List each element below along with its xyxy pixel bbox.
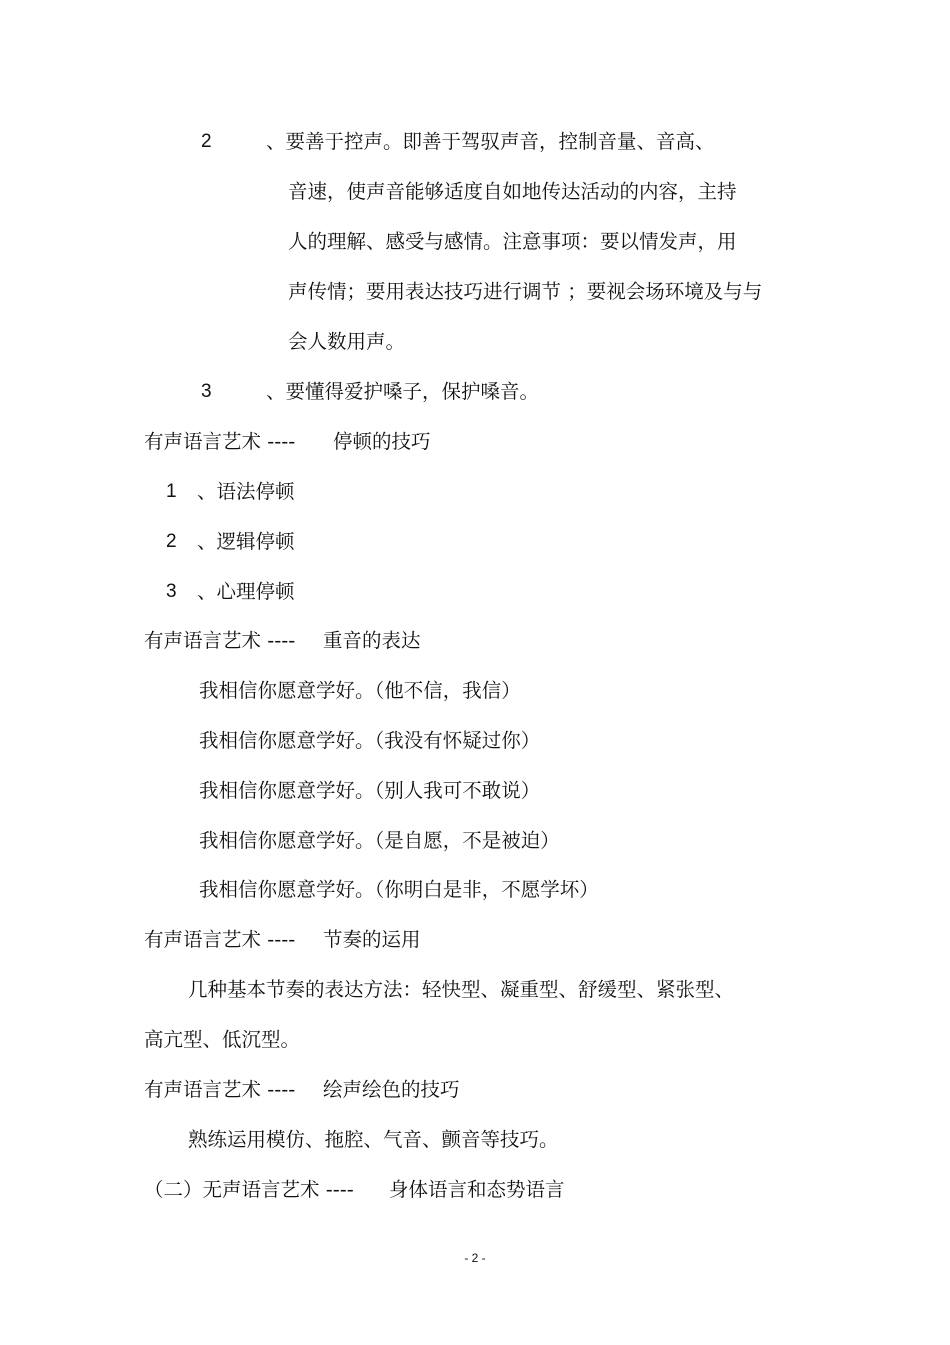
page-number: - 2 - <box>464 1251 486 1265</box>
item-2-line-3: 人的理解、感受与感情。注意事项：要以情发声，用 <box>288 230 737 253</box>
rhythm-paragraph-line-2: 高亢型、低沉型。 <box>144 1028 301 1051</box>
pause-item-2-text: 、逻辑停顿 <box>197 530 295 553</box>
item-2-line-5: 会人数用声。 <box>288 330 406 353</box>
item-2-number: 2 <box>201 131 212 152</box>
stress-example-1: 我相信你愿意学好。（他不信，我信） <box>199 679 521 702</box>
pause-item-3-number: 3 <box>166 581 177 602</box>
rhythm-heading-title: 节奏的运用 <box>323 928 421 951</box>
pause-item-1-number: 1 <box>166 481 177 502</box>
vivid-paragraph: 熟练运用模仿、拖腔、气音、颤音等技巧。 <box>188 1128 559 1151</box>
vivid-heading-title: 绘声绘色的技巧 <box>323 1078 460 1101</box>
pause-heading-title: 停顿的技巧 <box>333 430 431 453</box>
nonverbal-heading-title: 身体语言和态势语言 <box>389 1178 565 1201</box>
rhythm-paragraph-line-1: 几种基本节奏的表达方法：轻快型、凝重型、舒缓型、紧张型、 <box>188 978 735 1001</box>
item-2-line-2: 音速，使声音能够适度自如地传达活动的内容，主持 <box>288 180 737 203</box>
pause-item-3-text: 、心理停顿 <box>197 580 295 603</box>
rhythm-heading-prefix: 有声语言艺术 ---- <box>144 928 296 951</box>
stress-heading-prefix: 有声语言艺术 ---- <box>144 629 296 652</box>
pause-heading-prefix: 有声语言艺术 ---- <box>144 430 296 453</box>
item-3-text: 、要懂得爱护嗓子，保护嗓音。 <box>266 380 540 403</box>
item-3-number: 3 <box>201 381 212 402</box>
stress-example-4: 我相信你愿意学好。（是自愿，不是被迫） <box>199 829 560 852</box>
stress-example-3: 我相信你愿意学好。（别人我可不敢说） <box>199 779 541 802</box>
stress-example-5: 我相信你愿意学好。（你明白是非，不愿学坏） <box>199 878 599 901</box>
nonverbal-heading-prefix: （二）无声语言艺术 ---- <box>144 1178 354 1201</box>
vivid-heading-prefix: 有声语言艺术 ---- <box>144 1078 296 1101</box>
stress-example-2: 我相信你愿意学好。（我没有怀疑过你） <box>199 729 541 752</box>
pause-item-2-number: 2 <box>166 531 177 552</box>
item-2-line-1: 、要善于控声。即善于驾驭声音，控制音量、音高、 <box>266 130 715 153</box>
pause-item-1-text: 、语法停顿 <box>197 480 295 503</box>
item-2-line-4: 声传情；要用表达技巧进行调节 ；要视会场环境及与与 <box>288 280 763 303</box>
stress-heading-title: 重音的表达 <box>323 629 421 652</box>
